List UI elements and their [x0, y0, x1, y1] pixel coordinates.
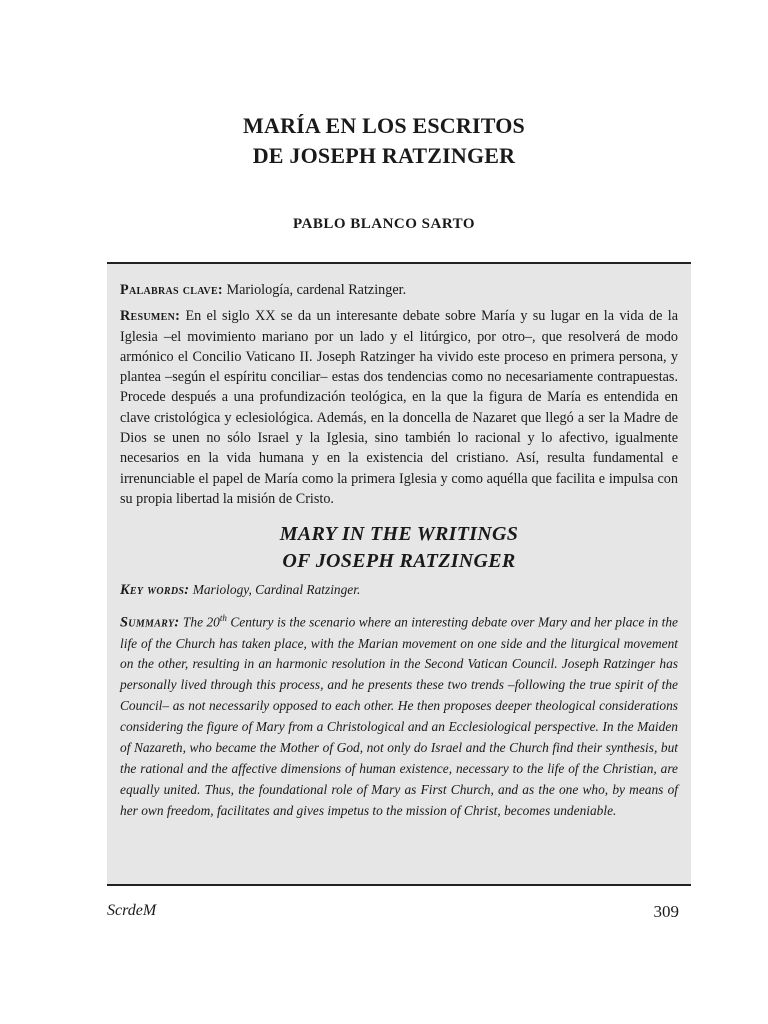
english-keywords [120, 580, 678, 601]
english-summary-text-start: The 20 [179, 614, 220, 630]
english-keywords-label: Key words: [120, 582, 190, 599]
english-summary [120, 608, 678, 822]
article-title-line-1: MARÍA EN LOS ESCRITOS [243, 113, 525, 138]
spanish-summary-label: Resumen: [120, 308, 181, 325]
abstract-content [120, 280, 678, 822]
spanish-summary-text: En el siglo XX se da un interesante debate sobre María y su lugar en la vida de la Iglesia –el movimiento mariano por un lado y el litúrgico, por otro–, que resolverá de modo armónico el Concilio Vaticano II. Joseph Ratzinger ha vivido este proceso en primera persona, y plantea –según el espíritu conciliar– estas dos tendencias como no necesariamente contrapuestas. Procede después a una profundización teológica, en la que la figura de María es entendida en clave cristológica y eclesiológica. Además, en la doncella de Nazaret que llegó a ser la Madre de Dios se unen no sólo Israel y la Iglesia, sino también lo racional y lo afectivo, igualmente necesarios en la vida humana y en la existencia del cristiano. Así, resulta fundamental e irrenunciable el papel de María como la primera Iglesia y como aquélla que facilita e impulsa con su propia libertad la misión de Cristo. [120, 308, 678, 507]
journal-name: ScrdeM [107, 902, 157, 919]
page-number: 309 [653, 902, 679, 921]
english-title-line-1: MARY IN THE WRITINGS [279, 523, 519, 546]
article-title-line-2: DE JOSEPH RATZINGER [252, 143, 516, 168]
english-summary-text-rest: Century is the scenario where an interesting debate over Mary and her place in the life of the Church has taken place, with the Marian movement on one side and the liturgical movement on the other, resulting in an harmonic resolution in the Second Vatican Council. Joseph Ratzinger has personally lived through this process, and he presents these two trends –following the true spirit of the Council– as not necessarily opposed to each other. He then proposes deeper theological considerations considering the figure of Mary from a Christological and an Ecclesiological perspective. In the Maiden of Nazareth, who became the Mother of God, not only do Israel and the Church find their synthesis, but the rational and the affective dimensions of human existence, necessary to the life of the Christian, are equally united. Thus, the foundational role of Mary as First Church, and as the one who, by means of her own freedom, facilitates and gives impetus to the mission of Christ, becomes undeniable. [120, 614, 678, 818]
author-name: PABLO BLANCO SARTO [292, 216, 476, 232]
english-summary-ordinal-suffix: th [219, 613, 227, 624]
spanish-summary [120, 306, 678, 509]
english-summary-label: Summary: [120, 614, 180, 631]
article-title [0, 111, 768, 171]
spanish-keywords-text: Mariología, cardenal Ratzinger. [222, 282, 407, 298]
english-title-line-2: OF JOSEPH RATZINGER [282, 550, 516, 573]
spanish-keywords [120, 280, 678, 300]
spanish-keywords-label: Palabras clave: [120, 282, 223, 298]
english-title [120, 521, 678, 575]
abstract-box [107, 262, 691, 886]
english-keywords-text: Mariology, Cardinal Ratzinger. [189, 582, 361, 598]
